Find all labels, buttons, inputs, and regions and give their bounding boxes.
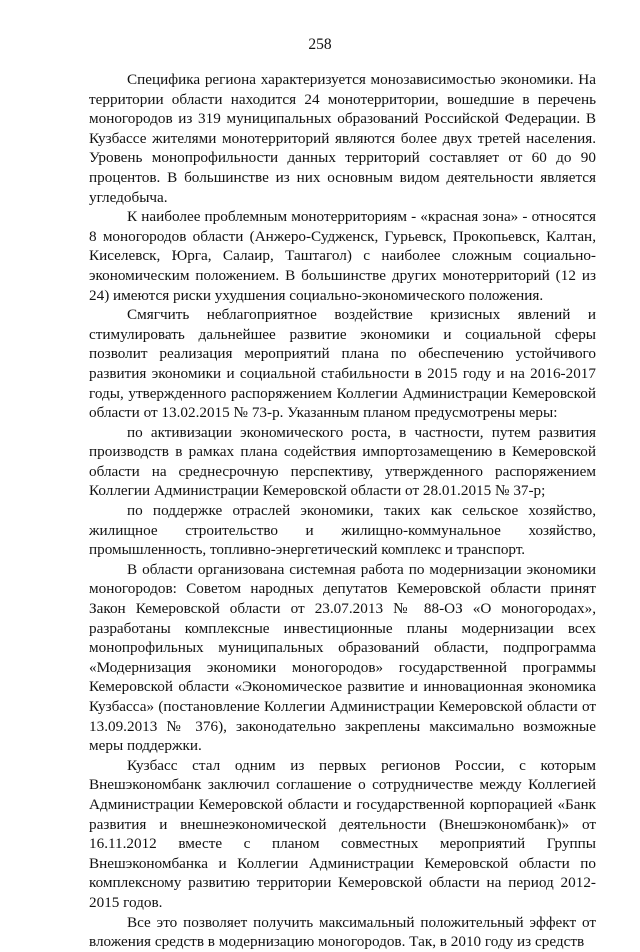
- paragraph-measure-growth: по активизации экономического роста, в частности, путем развития производств в рамках плана содействия импортозамещению в Кемеровской области на среднесрочную перспективу, утвержденного распоряжением Коллегии Администрации Кемеровской области от 28.01.2015 № 37-р;: [89, 423, 596, 500]
- document-body: [89, 70, 596, 952]
- paragraph-veb-agreement: Кузбасс стал одним из первых регионов России, с которым Внешэкономбанк заключил соглашение о сотрудничестве между Коллегией Администрации Кемеровской области и государственной корпорацией «Банк развития и внешнеэкономической деятельности (Внешэкономбанк)» от 16.11.2012 вместе с планом совместных мероприятий Группы Внешэкономбанка и Коллегии Администрации Кемеровской области по комплексному развитию территории Кемеровской области на период 2012-2015 годов.: [89, 756, 596, 911]
- paragraph-modernization: В области организована системная работа по модернизации экономики моногородов: Советом народных депутатов Кемеровской области принят Закон Кемеровской области от 23.07.2013 № 88-ОЗ «О моногородах», разработаны комплексные инвестиционные планы модернизации всех монопрофильных муниципальных образований области, подпрограмма «Модернизация экономики моногородов» государственной программы Кемеровской области «Экономическое развитие и инновационная экономика Кузбасса» (постановление Коллегии Администрации Кемеровской области от 13.09.2013 № 376), законодательно закреплены максимально возможные меры поддержки.: [89, 560, 596, 755]
- page-number: 258: [308, 36, 332, 53]
- paragraph-red-zone: К наиболее проблемным монотерриториям - «красная зона» - относятся 8 моногородов области (Анжеро-Судженск, Гурьевск, Прокопьевск, Калтан, Киселевск, Юрга, Салаир, Таштагол) с наиболее сложным социально-экономическим положением. В большинстве других монотерриторий (12 из 24) имеются риски ухудшения социально-экономического положения.: [89, 208, 596, 304]
- paragraph-effect: Все это позволяет получить максимальный положительный эффект от вложения средств в модернизацию моногородов. Так, в 2010 году из средств: [89, 913, 596, 951]
- paragraph-measure-sectors: по поддержке отраслей экономики, таких как сельское хозяйство, жилищное строительство и жилищно-коммунальное хозяйство, промышленность, топливно-энергетический комплекс и транспорт.: [89, 502, 596, 559]
- paragraph-crisis-plan: Смягчить неблагоприятное воздействие кризисных явлений и стимулировать дальнейшее развитие экономики и социальной сферы позволит реализация мероприятий плана по обеспечению устойчивого развития экономики и социальной стабильности в 2015 году и на 2016-2017 годы, утвержденного распоряжением Коллегии Администрации Кемеровской области от 13.02.2015 № 73-р. Указанным планом предусмотрены меры:: [89, 306, 596, 422]
- paragraph-monodependence: Специфика региона характеризуется монозависимостью экономики. На территории области находится 24 монотерритории, вошедшие в перечень моногородов из 319 муниципальных образований Российской Федерации. В Кузбассе жителями монотерриторий являются более двух третей населения. Уровень монопрофильности данных территорий составляет от 60 до 90 процентов. В большинстве из них основным видом деятельности является угледобыча.: [89, 71, 596, 206]
